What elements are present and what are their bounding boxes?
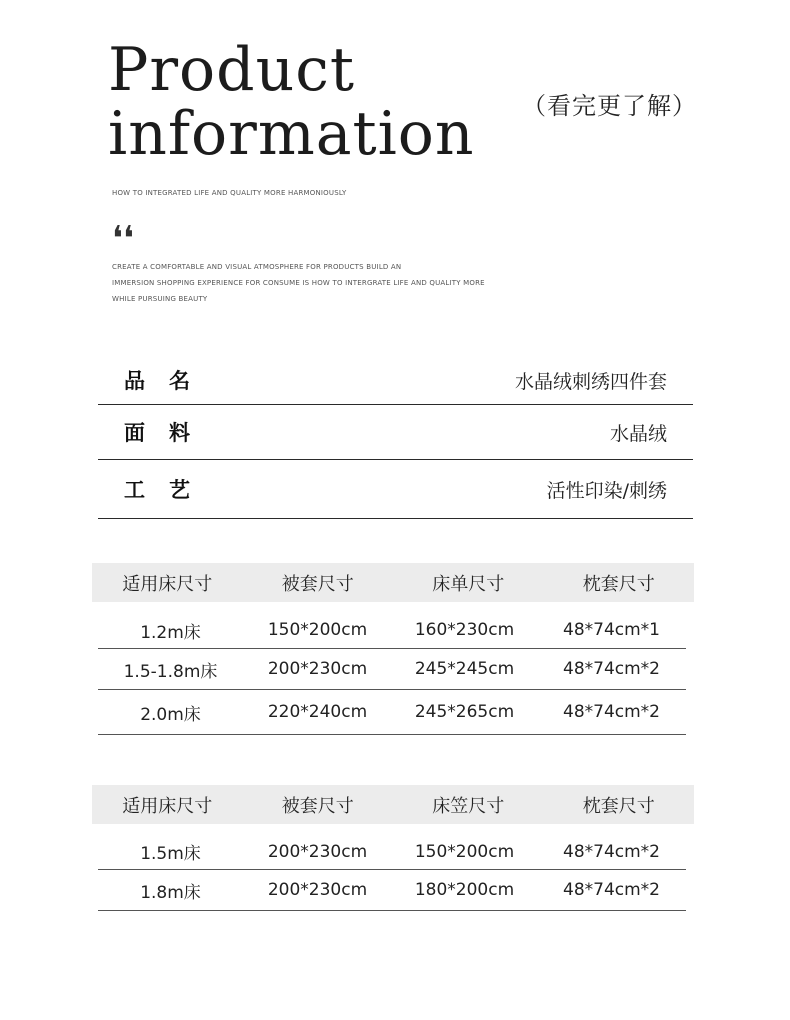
quote-mark-icon: ❛❛ [112,219,134,259]
table-cell: 245*245cm [414,659,515,679]
table-cell: 1.8m床 [140,882,201,903]
info-value: 水晶绒刺绣四件套 [514,370,667,393]
product-info-table [98,356,693,519]
table-cell: 160*230cm [414,620,515,640]
info-row-craft [98,460,693,519]
column-header: 床单尺寸 [432,573,505,595]
size-table-sheet [92,563,694,735]
table-cell: 48*74cm*2 [563,880,660,900]
description-line: IMMERSION SHOPPING EXPERIENCE FOR CONSUME IS HOW TO INTERGRATE LIFE AND QUALITY MORE [112,279,485,287]
info-value: 水晶绒 [609,422,667,445]
table-cell: 180*200cm [414,880,515,900]
column-header: 适用床尺寸 [122,795,213,817]
description-line: CREATE A COMFORTABLE AND VISUAL ATMOSPHERE FOR PRODUCTS BUILD AN [112,263,402,271]
table-row [98,649,686,690]
hero-title-line1: Product [108,35,355,105]
info-label: 工艺 [124,478,214,502]
column-header: 床笠尺寸 [432,795,505,817]
table-row [98,870,686,911]
info-label: 面料 [124,421,214,445]
table-cell: 200*230cm [267,659,368,679]
size-table-fitted [92,785,694,911]
table-cell: 48*74cm*2 [563,702,660,722]
table-row [98,602,686,649]
table-row [98,824,686,870]
column-header: 被套尺寸 [281,573,354,595]
description-line: WHILE PURSUING BEAUTY [112,295,208,303]
table-cell: 150*200cm [414,841,515,862]
tagline: HOW TO INTEGRATED LIFE AND QUALITY MORE HARMONIOUSLY [112,189,347,197]
side-note: （看完更了解） [522,92,697,120]
table-cell: 200*230cm [267,880,368,900]
table-cell: 2.0m床 [140,704,201,725]
description [112,259,532,307]
table-cell: 1.5m床 [140,844,201,864]
hero-title-line2: information [108,99,475,169]
table-cell: 1.5-1.8m床 [123,661,218,682]
info-value: 活性印染/刺绣 [546,479,667,502]
table-row [98,690,686,735]
column-header: 被套尺寸 [281,795,354,817]
table-header [92,563,694,602]
column-header: 枕套尺寸 [582,573,655,595]
info-row-fabric [98,405,693,460]
table-cell: 48*74cm*1 [563,620,660,640]
table-cell: 200*230cm [267,841,368,862]
info-row-name [98,356,693,405]
table-cell: 1.2m床 [140,622,201,643]
table-header [92,785,694,824]
column-header: 枕套尺寸 [582,795,655,817]
hero-title [108,35,475,169]
column-header: 适用床尺寸 [122,573,213,595]
table-cell: 150*200cm [267,620,368,640]
table-cell: 48*74cm*2 [563,659,660,679]
info-label: 品名 [124,369,214,393]
table-cell: 220*240cm [267,702,368,722]
table-cell: 245*265cm [414,702,515,722]
table-cell: 48*74cm*2 [563,841,660,862]
